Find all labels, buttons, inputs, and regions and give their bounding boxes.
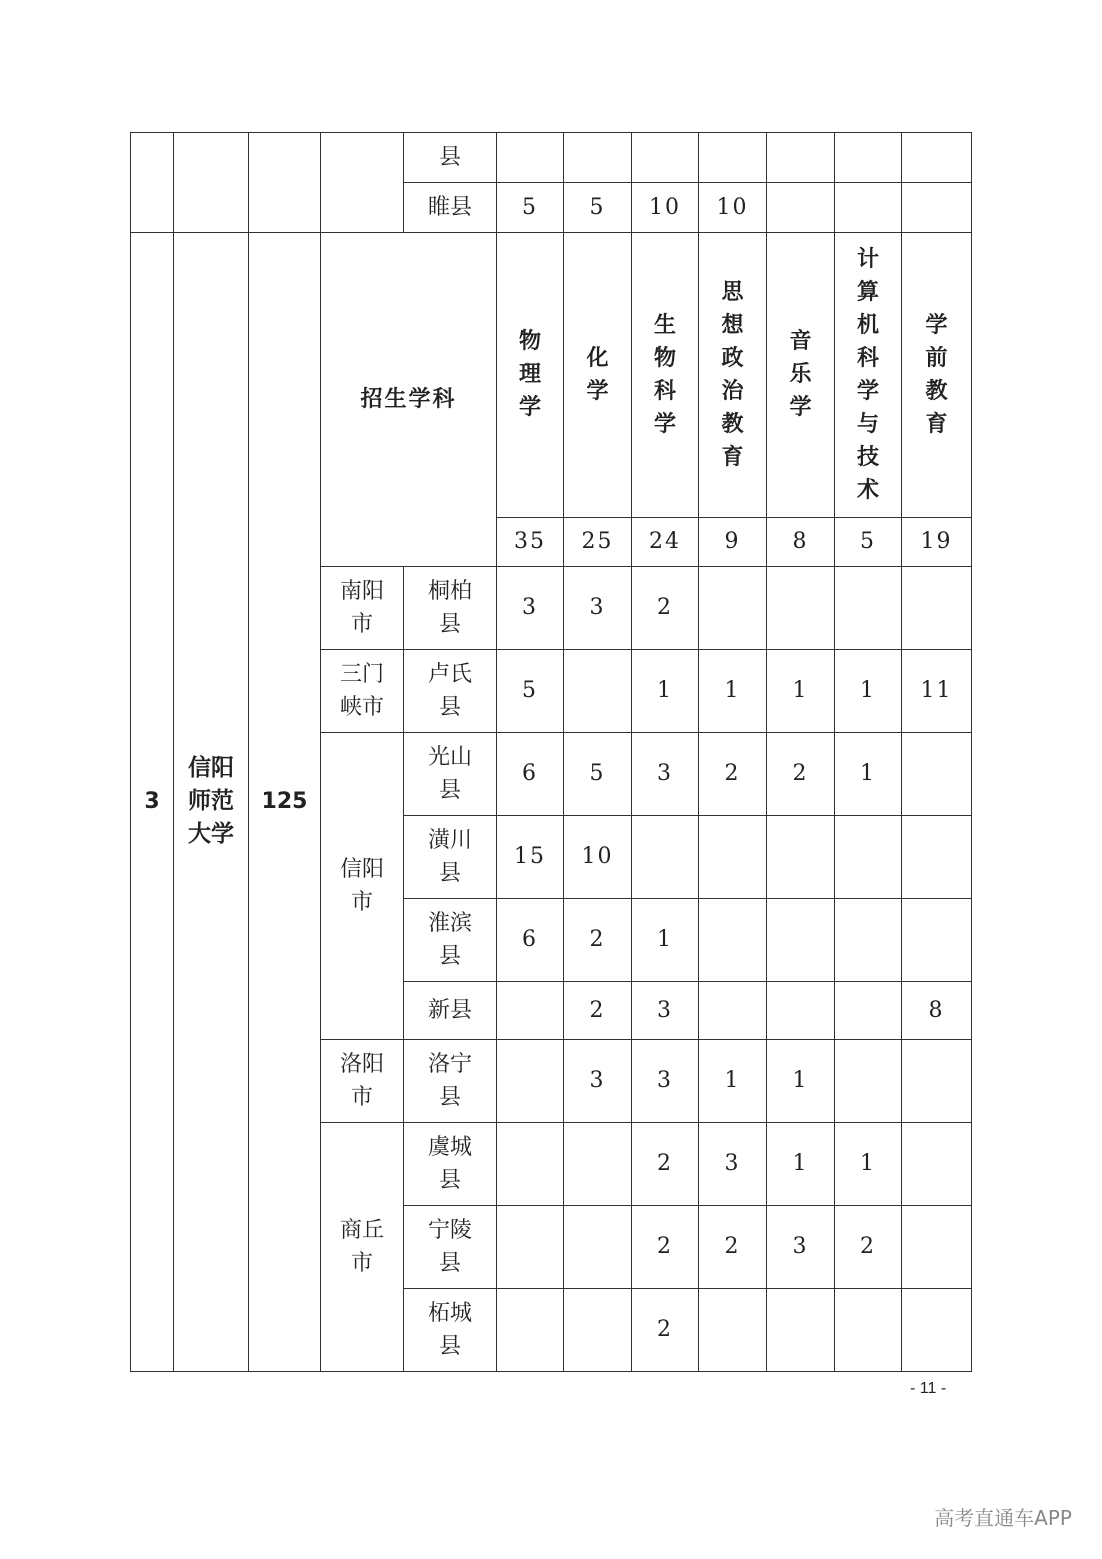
- blank-cell: [321, 133, 404, 233]
- blank-cell: [131, 133, 174, 233]
- value-cell: [902, 133, 972, 183]
- value-cell: [699, 899, 767, 982]
- value-cell: 2: [564, 899, 632, 982]
- subject-header: 生物科学: [632, 233, 699, 518]
- value-cell: 6: [497, 899, 564, 982]
- value-cell: [497, 1206, 564, 1289]
- value-cell: [835, 982, 902, 1040]
- value-cell: [632, 816, 699, 899]
- subject-total: 24: [632, 518, 699, 567]
- value-cell: [902, 567, 972, 650]
- city-name: 信阳市: [339, 856, 384, 915]
- table-row: [131, 133, 972, 183]
- value-cell: 3: [564, 1040, 632, 1123]
- county-cell: [404, 567, 497, 650]
- subject-header: 物理学: [497, 233, 564, 518]
- county-name: 新县: [427, 997, 472, 1023]
- city-cell: [321, 733, 404, 1040]
- value-cell: [835, 133, 902, 183]
- value-cell: 1: [767, 650, 835, 733]
- city-cell: [321, 1123, 404, 1372]
- value-cell: [564, 133, 632, 183]
- city-name: 南阳市: [339, 578, 384, 637]
- value-cell: [497, 1289, 564, 1372]
- value-cell: [564, 1206, 632, 1289]
- value-cell: [767, 1289, 835, 1372]
- value-cell: [835, 1040, 902, 1123]
- county-cell: [404, 1040, 497, 1123]
- county-name: 光山县: [427, 744, 472, 803]
- value-cell: 3: [767, 1206, 835, 1289]
- value-cell: [902, 733, 972, 816]
- value-cell: 1: [699, 650, 767, 733]
- subject-header-row: [131, 233, 972, 518]
- subject-total: 5: [835, 518, 902, 567]
- value-cell: 10: [699, 183, 767, 233]
- value-cell: 1: [632, 650, 699, 733]
- subject-total: 19: [902, 518, 972, 567]
- city-name: 商丘市: [339, 1217, 384, 1276]
- county-cell: [404, 1289, 497, 1372]
- value-cell: [902, 1123, 972, 1206]
- subject-total: 35: [497, 518, 564, 567]
- value-cell: 3: [564, 567, 632, 650]
- value-cell: 2: [632, 1206, 699, 1289]
- county-cell: [404, 1123, 497, 1206]
- value-cell: 11: [902, 650, 972, 733]
- subject-header: 学前教育: [902, 233, 972, 518]
- county-name: 洛宁县: [427, 1051, 472, 1110]
- value-cell: [632, 133, 699, 183]
- value-cell: [835, 183, 902, 233]
- university-name: 信阳师范大学: [188, 755, 234, 847]
- value-cell: 2: [699, 733, 767, 816]
- county-cell: 县: [404, 133, 497, 183]
- enrollment-table: [130, 132, 972, 1372]
- value-cell: 1: [835, 1123, 902, 1206]
- subject-total: 8: [767, 518, 835, 567]
- value-cell: 10: [564, 816, 632, 899]
- value-cell: 5: [564, 183, 632, 233]
- value-cell: 6: [497, 733, 564, 816]
- value-cell: 8: [902, 982, 972, 1040]
- value-cell: 2: [632, 1123, 699, 1206]
- value-cell: [902, 899, 972, 982]
- value-cell: [767, 133, 835, 183]
- subject-header: 化学: [564, 233, 632, 518]
- subject-header: 思想政治教育: [699, 233, 767, 518]
- value-cell: 1: [632, 899, 699, 982]
- value-cell: [564, 650, 632, 733]
- value-cell: 1: [699, 1040, 767, 1123]
- section-index: 3: [131, 233, 174, 1372]
- county-name: 淮滨县: [427, 910, 472, 969]
- value-cell: [699, 982, 767, 1040]
- value-cell: 5: [564, 733, 632, 816]
- value-cell: [767, 567, 835, 650]
- value-cell: 3: [632, 733, 699, 816]
- value-cell: [497, 1123, 564, 1206]
- value-cell: [699, 816, 767, 899]
- blank-cell: [174, 133, 249, 233]
- value-cell: [497, 133, 564, 183]
- section-total: 125: [249, 233, 321, 1372]
- value-cell: [767, 899, 835, 982]
- county-cell: [404, 650, 497, 733]
- city-cell: [321, 650, 404, 733]
- value-cell: 10: [632, 183, 699, 233]
- county-cell: 睢县: [404, 183, 497, 233]
- county-cell: [404, 1206, 497, 1289]
- subject-header: 音乐学: [767, 233, 835, 518]
- subject-total: 25: [564, 518, 632, 567]
- subject-total: 9: [699, 518, 767, 567]
- value-cell: 2: [699, 1206, 767, 1289]
- value-cell: [835, 1289, 902, 1372]
- value-cell: 2: [632, 1289, 699, 1372]
- value-cell: [564, 1289, 632, 1372]
- value-cell: 2: [564, 982, 632, 1040]
- subject-label: 招生学科: [321, 233, 497, 567]
- county-name: 桐柏县: [427, 578, 472, 637]
- university-name-cell: [174, 233, 249, 1372]
- value-cell: [902, 1206, 972, 1289]
- value-cell: 5: [497, 650, 564, 733]
- value-cell: [699, 133, 767, 183]
- value-cell: 3: [699, 1123, 767, 1206]
- county-cell: [404, 816, 497, 899]
- value-cell: [699, 567, 767, 650]
- city-name: 洛阳市: [339, 1051, 384, 1110]
- value-cell: 1: [835, 650, 902, 733]
- value-cell: 3: [497, 567, 564, 650]
- value-cell: 1: [767, 1123, 835, 1206]
- value-cell: 15: [497, 816, 564, 899]
- value-cell: [835, 816, 902, 899]
- value-cell: 5: [497, 183, 564, 233]
- county-name: 柘城县: [427, 1300, 472, 1359]
- city-cell: [321, 1040, 404, 1123]
- county-name: 虞城县: [427, 1134, 472, 1193]
- value-cell: [902, 1289, 972, 1372]
- county-cell: [404, 733, 497, 816]
- value-cell: [767, 816, 835, 899]
- value-cell: [497, 982, 564, 1040]
- value-cell: [902, 183, 972, 233]
- county-name: 潢川县: [427, 827, 472, 886]
- county-name: 卢氏县: [427, 661, 472, 720]
- county-cell: [404, 982, 497, 1040]
- value-cell: 3: [632, 982, 699, 1040]
- value-cell: [699, 1289, 767, 1372]
- city-cell: [321, 567, 404, 650]
- value-cell: [767, 982, 835, 1040]
- value-cell: 2: [767, 733, 835, 816]
- value-cell: [767, 183, 835, 233]
- value-cell: [902, 1040, 972, 1123]
- watermark-text: 高考直通车APP: [934, 1506, 1072, 1530]
- value-cell: [564, 1123, 632, 1206]
- city-name: 三门峡市: [339, 661, 384, 720]
- value-cell: 2: [632, 567, 699, 650]
- value-cell: 2: [835, 1206, 902, 1289]
- value-cell: 1: [767, 1040, 835, 1123]
- subject-header: 计算机科学与技术: [835, 233, 902, 518]
- county-cell: [404, 899, 497, 982]
- blank-cell: [249, 133, 321, 233]
- value-cell: 1: [835, 733, 902, 816]
- value-cell: 3: [632, 1040, 699, 1123]
- county-name: 宁陵县: [427, 1217, 472, 1276]
- value-cell: [497, 1040, 564, 1123]
- value-cell: [902, 816, 972, 899]
- page-number: - 11 -: [910, 1380, 947, 1397]
- value-cell: [835, 567, 902, 650]
- value-cell: [835, 899, 902, 982]
